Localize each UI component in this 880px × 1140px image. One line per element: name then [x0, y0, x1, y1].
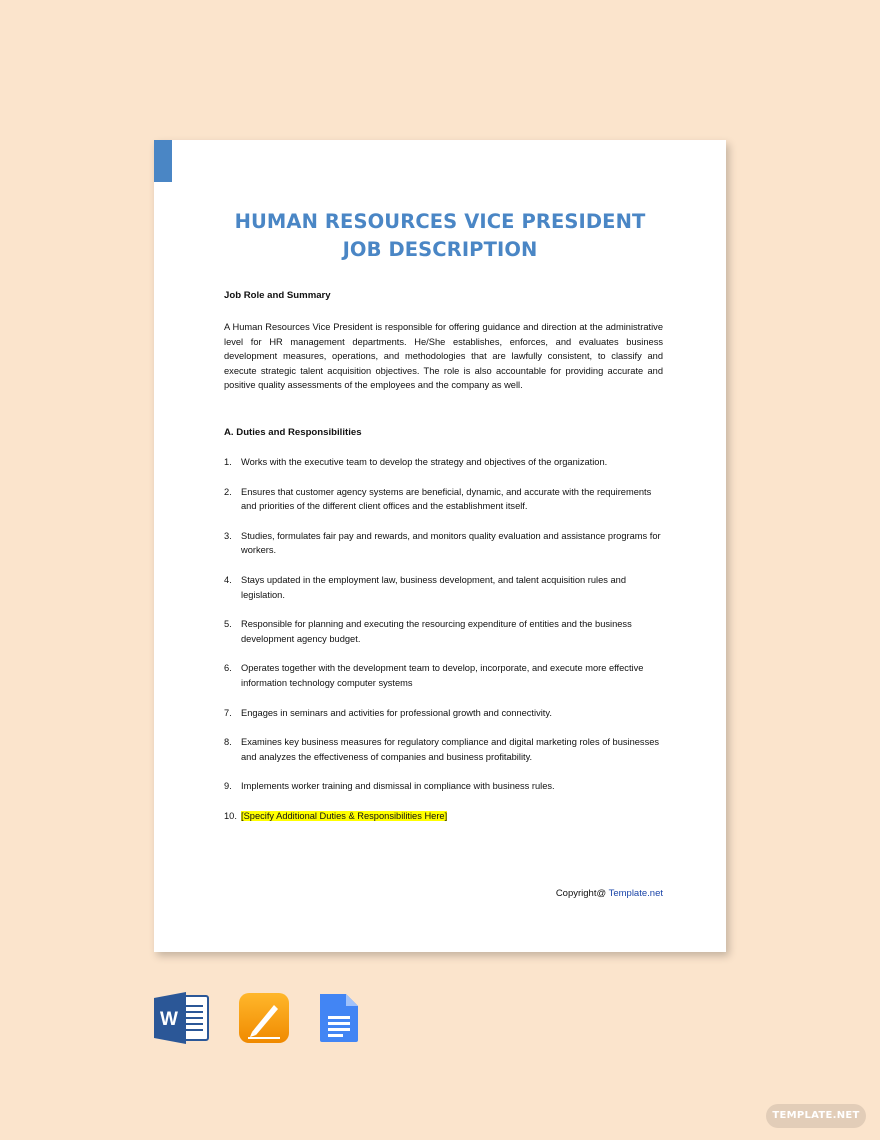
duty-number: 2.: [224, 486, 232, 497]
duty-item: [224, 706, 663, 721]
copyright-link[interactable]: Template.net: [608, 888, 663, 899]
duties-heading: A. Duties and Responsibilities: [224, 426, 362, 438]
duty-text: Ensures that customer agency systems are beneficial, dynamic, and accurate with the requirements and priorities of the different client offices and the establishment itself.: [241, 486, 652, 512]
duty-item: [224, 455, 663, 470]
template-net-watermark: TEMPLATE.NET: [766, 1104, 866, 1128]
duty-item: [224, 573, 663, 602]
duty-item: [224, 617, 663, 646]
duty-number: 6.: [224, 663, 232, 674]
duty-text: Studies, formulates fair pay and rewards, and monitors quality evaluation and assistance programs for workers.: [241, 530, 661, 556]
duty-placeholder-highlight: [Specify Additional Duties & Responsibilities Here]: [241, 810, 448, 821]
accent-bar: [154, 140, 172, 182]
google-docs-icon[interactable]: [318, 992, 360, 1044]
duty-number: 9.: [224, 781, 232, 792]
duty-item: [224, 661, 663, 690]
duty-text: Implements worker training and dismissal in compliance with business rules.: [241, 781, 555, 792]
copyright: [556, 888, 663, 899]
duty-number: 5.: [224, 619, 232, 630]
duty-number: 3.: [224, 530, 232, 541]
duty-item: [224, 735, 663, 764]
duty-item: [224, 779, 663, 794]
app-icons: [154, 992, 374, 1048]
duty-text: Works with the executive team to develop the strategy and objectives of the organization.: [241, 456, 608, 467]
document-content: [224, 290, 663, 838]
apple-pages-icon[interactable]: [238, 992, 290, 1044]
copyright-prefix: Copyright@: [555, 888, 609, 899]
duty-item: [224, 529, 663, 558]
duty-number: 10.: [224, 810, 237, 821]
duty-text: Operates together with the development team to develop, incorporate, and execute more effective information technology computer systems: [241, 663, 644, 688]
duty-number: 7.: [224, 707, 232, 718]
duty-text: Engages in seminars and activities for professional growth and connectivity.: [241, 707, 552, 718]
duty-number: 4.: [224, 574, 232, 585]
duty-number: 1.: [224, 456, 232, 467]
document-page: [154, 140, 726, 952]
duty-item: [224, 809, 663, 824]
duty-text: Stays updated in the employment law, business development, and talent acquisition rules and legislation.: [241, 574, 627, 600]
title-line-2: JOB DESCRIPTION: [342, 238, 538, 261]
role-heading: Job Role and Summary: [224, 290, 331, 301]
document-title: [154, 208, 726, 264]
duty-item: [224, 485, 663, 514]
duty-text: Examines key business measures for regulatory compliance and digital marketing roles of businesses and analyzes the effectiveness of companies and business profitability.: [241, 737, 660, 762]
duties-list: [224, 455, 663, 824]
duty-number: 8.: [224, 737, 232, 748]
duty-text: Responsible for planning and executing the resourcing expenditure of entities and the business development agency budget.: [241, 619, 632, 644]
microsoft-word-icon[interactable]: [154, 992, 210, 1044]
word-letter: W: [160, 1009, 178, 1030]
summary-paragraph: A Human Resources Vice President is responsible for offering guidance and direction at the administrative level for HR management departments. He/She establishes, enforces, and evaluates business development measures, operations, and methodologies that are lawfully consistent, to classify and execute strategic talent acquisition objectives. The role is also accountable for providing accurate and positive quality assessments of the employees and the company as well.: [224, 322, 663, 391]
title-line-1: HUMAN RESOURCES VICE PRESIDENT: [234, 210, 646, 233]
